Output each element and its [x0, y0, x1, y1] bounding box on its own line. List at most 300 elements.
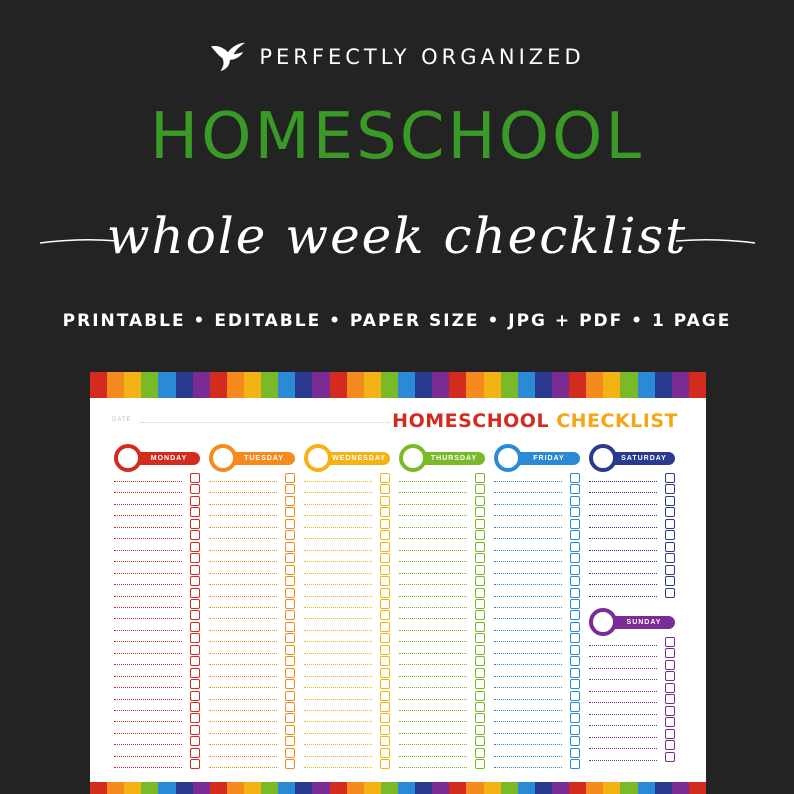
task-line[interactable] — [399, 664, 467, 665]
task-checkbox[interactable] — [475, 484, 485, 494]
task-line[interactable] — [304, 492, 372, 493]
task-line[interactable] — [304, 767, 372, 768]
task-checkbox[interactable] — [570, 725, 580, 735]
task-line[interactable] — [589, 645, 657, 646]
task-checkbox[interactable] — [380, 633, 390, 643]
task-line[interactable] — [209, 561, 277, 562]
task-line[interactable] — [589, 596, 657, 597]
task-checkbox[interactable] — [665, 671, 675, 681]
task-checkbox[interactable] — [475, 702, 485, 712]
task-checkbox[interactable] — [190, 565, 200, 575]
task-line[interactable] — [209, 710, 277, 711]
task-line[interactable] — [589, 573, 657, 574]
task-line[interactable] — [494, 756, 562, 757]
task-checkbox[interactable] — [665, 565, 675, 575]
task-checkbox[interactable] — [190, 759, 200, 769]
task-line[interactable] — [589, 561, 657, 562]
task-line[interactable] — [589, 492, 657, 493]
task-line[interactable] — [399, 687, 467, 688]
task-line[interactable] — [209, 744, 277, 745]
task-line[interactable] — [304, 710, 372, 711]
task-checkbox[interactable] — [475, 725, 485, 735]
task-checkbox[interactable] — [570, 530, 580, 540]
task-checkbox[interactable] — [285, 679, 295, 689]
task-line[interactable] — [399, 538, 467, 539]
task-line[interactable] — [494, 538, 562, 539]
task-line[interactable] — [399, 641, 467, 642]
task-line[interactable] — [494, 676, 562, 677]
task-checkbox[interactable] — [475, 542, 485, 552]
task-line[interactable] — [209, 584, 277, 585]
task-line[interactable] — [209, 733, 277, 734]
task-checkbox[interactable] — [475, 530, 485, 540]
task-checkbox[interactable] — [475, 679, 485, 689]
task-checkbox[interactable] — [665, 507, 675, 517]
task-line[interactable] — [114, 618, 182, 619]
task-checkbox[interactable] — [475, 565, 485, 575]
task-line[interactable] — [209, 481, 277, 482]
task-checkbox[interactable] — [285, 759, 295, 769]
task-checkbox[interactable] — [190, 507, 200, 517]
task-checkbox[interactable] — [285, 599, 295, 609]
task-checkbox[interactable] — [285, 484, 295, 494]
task-checkbox[interactable] — [570, 736, 580, 746]
task-line[interactable] — [114, 607, 182, 608]
task-line[interactable] — [114, 687, 182, 688]
task-checkbox[interactable] — [570, 759, 580, 769]
task-line[interactable] — [399, 504, 467, 505]
task-line[interactable] — [589, 679, 657, 680]
task-line[interactable] — [304, 676, 372, 677]
task-line[interactable] — [589, 656, 657, 657]
task-checkbox[interactable] — [665, 519, 675, 529]
task-checkbox[interactable] — [570, 713, 580, 723]
task-checkbox[interactable] — [285, 519, 295, 529]
task-checkbox[interactable] — [190, 748, 200, 758]
task-checkbox[interactable] — [570, 484, 580, 494]
task-checkbox[interactable] — [285, 588, 295, 598]
task-line[interactable] — [209, 504, 277, 505]
task-checkbox[interactable] — [380, 599, 390, 609]
task-checkbox[interactable] — [285, 713, 295, 723]
task-checkbox[interactable] — [190, 599, 200, 609]
task-line[interactable] — [304, 561, 372, 562]
task-checkbox[interactable] — [570, 496, 580, 506]
task-checkbox[interactable] — [665, 752, 675, 762]
task-line[interactable] — [589, 691, 657, 692]
task-line[interactable] — [114, 699, 182, 700]
task-line[interactable] — [399, 481, 467, 482]
task-line[interactable] — [494, 664, 562, 665]
task-checkbox[interactable] — [285, 507, 295, 517]
task-checkbox[interactable] — [380, 484, 390, 494]
task-line[interactable] — [304, 618, 372, 619]
task-line[interactable] — [399, 584, 467, 585]
task-checkbox[interactable] — [190, 668, 200, 678]
task-checkbox[interactable] — [665, 473, 675, 483]
task-line[interactable] — [304, 584, 372, 585]
task-line[interactable] — [399, 676, 467, 677]
task-line[interactable] — [589, 725, 657, 726]
task-checkbox[interactable] — [475, 736, 485, 746]
task-checkbox[interactable] — [380, 553, 390, 563]
task-line[interactable] — [494, 596, 562, 597]
task-line[interactable] — [399, 492, 467, 493]
task-line[interactable] — [399, 527, 467, 528]
task-line[interactable] — [209, 756, 277, 757]
task-checkbox[interactable] — [380, 576, 390, 586]
task-checkbox[interactable] — [665, 648, 675, 658]
task-line[interactable] — [114, 733, 182, 734]
task-line[interactable] — [399, 767, 467, 768]
task-checkbox[interactable] — [285, 496, 295, 506]
task-line[interactable] — [494, 653, 562, 654]
task-checkbox[interactable] — [570, 656, 580, 666]
task-checkbox[interactable] — [380, 473, 390, 483]
task-checkbox[interactable] — [380, 496, 390, 506]
task-checkbox[interactable] — [665, 542, 675, 552]
task-line[interactable] — [304, 573, 372, 574]
task-checkbox[interactable] — [380, 588, 390, 598]
task-checkbox[interactable] — [665, 496, 675, 506]
task-line[interactable] — [589, 515, 657, 516]
task-checkbox[interactable] — [190, 656, 200, 666]
task-line[interactable] — [589, 527, 657, 528]
task-line[interactable] — [114, 744, 182, 745]
task-checkbox[interactable] — [285, 656, 295, 666]
task-checkbox[interactable] — [570, 588, 580, 598]
task-checkbox[interactable] — [190, 588, 200, 598]
task-line[interactable] — [114, 492, 182, 493]
task-checkbox[interactable] — [570, 668, 580, 678]
task-line[interactable] — [494, 630, 562, 631]
task-line[interactable] — [494, 561, 562, 562]
task-checkbox[interactable] — [380, 519, 390, 529]
task-line[interactable] — [114, 550, 182, 551]
task-line[interactable] — [589, 714, 657, 715]
task-line[interactable] — [304, 596, 372, 597]
task-checkbox[interactable] — [380, 736, 390, 746]
task-line[interactable] — [494, 504, 562, 505]
task-checkbox[interactable] — [475, 519, 485, 529]
task-line[interactable] — [304, 721, 372, 722]
task-checkbox[interactable] — [380, 542, 390, 552]
task-checkbox[interactable] — [665, 706, 675, 716]
task-checkbox[interactable] — [285, 542, 295, 552]
task-line[interactable] — [209, 641, 277, 642]
task-checkbox[interactable] — [665, 740, 675, 750]
task-checkbox[interactable] — [570, 599, 580, 609]
task-checkbox[interactable] — [190, 473, 200, 483]
task-checkbox[interactable] — [475, 668, 485, 678]
task-line[interactable] — [304, 733, 372, 734]
task-line[interactable] — [209, 607, 277, 608]
task-checkbox[interactable] — [665, 530, 675, 540]
task-checkbox[interactable] — [190, 645, 200, 655]
task-checkbox[interactable] — [285, 622, 295, 632]
task-checkbox[interactable] — [570, 610, 580, 620]
task-checkbox[interactable] — [285, 565, 295, 575]
task-line[interactable] — [589, 668, 657, 669]
task-checkbox[interactable] — [570, 519, 580, 529]
task-checkbox[interactable] — [475, 588, 485, 598]
task-line[interactable] — [399, 756, 467, 757]
task-line[interactable] — [304, 653, 372, 654]
task-line[interactable] — [114, 767, 182, 768]
task-checkbox[interactable] — [665, 729, 675, 739]
task-line[interactable] — [494, 744, 562, 745]
task-checkbox[interactable] — [475, 748, 485, 758]
task-line[interactable] — [209, 596, 277, 597]
task-line[interactable] — [494, 492, 562, 493]
task-checkbox[interactable] — [190, 622, 200, 632]
task-line[interactable] — [399, 733, 467, 734]
task-line[interactable] — [494, 618, 562, 619]
task-checkbox[interactable] — [665, 576, 675, 586]
task-checkbox[interactable] — [380, 610, 390, 620]
task-checkbox[interactable] — [475, 496, 485, 506]
task-checkbox[interactable] — [380, 713, 390, 723]
task-line[interactable] — [494, 550, 562, 551]
task-line[interactable] — [589, 504, 657, 505]
task-checkbox[interactable] — [475, 713, 485, 723]
task-line[interactable] — [209, 515, 277, 516]
task-checkbox[interactable] — [190, 691, 200, 701]
task-line[interactable] — [209, 767, 277, 768]
task-line[interactable] — [209, 653, 277, 654]
task-line[interactable] — [399, 744, 467, 745]
task-line[interactable] — [209, 664, 277, 665]
task-line[interactable] — [589, 737, 657, 738]
task-line[interactable] — [304, 504, 372, 505]
task-line[interactable] — [304, 744, 372, 745]
task-line[interactable] — [114, 481, 182, 482]
task-checkbox[interactable] — [570, 565, 580, 575]
task-checkbox[interactable] — [380, 702, 390, 712]
task-line[interactable] — [304, 607, 372, 608]
task-line[interactable] — [494, 767, 562, 768]
task-checkbox[interactable] — [570, 748, 580, 758]
task-checkbox[interactable] — [285, 553, 295, 563]
task-line[interactable] — [209, 492, 277, 493]
task-checkbox[interactable] — [190, 484, 200, 494]
task-checkbox[interactable] — [380, 748, 390, 758]
task-line[interactable] — [494, 710, 562, 711]
task-line[interactable] — [399, 561, 467, 562]
task-checkbox[interactable] — [475, 473, 485, 483]
task-checkbox[interactable] — [285, 748, 295, 758]
task-checkbox[interactable] — [665, 553, 675, 563]
task-checkbox[interactable] — [665, 484, 675, 494]
task-checkbox[interactable] — [570, 553, 580, 563]
task-checkbox[interactable] — [475, 576, 485, 586]
task-checkbox[interactable] — [380, 691, 390, 701]
task-line[interactable] — [114, 527, 182, 528]
task-line[interactable] — [209, 721, 277, 722]
task-line[interactable] — [494, 687, 562, 688]
task-line[interactable] — [589, 481, 657, 482]
task-checkbox[interactable] — [190, 530, 200, 540]
task-line[interactable] — [399, 699, 467, 700]
task-line[interactable] — [114, 504, 182, 505]
task-line[interactable] — [209, 687, 277, 688]
task-line[interactable] — [494, 733, 562, 734]
task-line[interactable] — [114, 641, 182, 642]
task-line[interactable] — [399, 721, 467, 722]
task-line[interactable] — [304, 527, 372, 528]
task-checkbox[interactable] — [665, 660, 675, 670]
task-checkbox[interactable] — [285, 633, 295, 643]
task-line[interactable] — [114, 710, 182, 711]
task-checkbox[interactable] — [665, 683, 675, 693]
task-checkbox[interactable] — [190, 725, 200, 735]
task-line[interactable] — [304, 630, 372, 631]
task-checkbox[interactable] — [190, 553, 200, 563]
task-line[interactable] — [589, 550, 657, 551]
task-checkbox[interactable] — [380, 507, 390, 517]
task-line[interactable] — [304, 664, 372, 665]
task-line[interactable] — [494, 721, 562, 722]
task-line[interactable] — [399, 618, 467, 619]
task-line[interactable] — [114, 664, 182, 665]
task-line[interactable] — [494, 607, 562, 608]
task-checkbox[interactable] — [190, 702, 200, 712]
task-line[interactable] — [494, 573, 562, 574]
task-line[interactable] — [304, 699, 372, 700]
task-line[interactable] — [209, 550, 277, 551]
task-line[interactable] — [399, 710, 467, 711]
task-line[interactable] — [304, 641, 372, 642]
task-line[interactable] — [114, 561, 182, 562]
task-checkbox[interactable] — [570, 679, 580, 689]
task-line[interactable] — [114, 630, 182, 631]
task-line[interactable] — [589, 760, 657, 761]
task-line[interactable] — [494, 699, 562, 700]
task-line[interactable] — [304, 550, 372, 551]
task-checkbox[interactable] — [380, 679, 390, 689]
task-checkbox[interactable] — [380, 656, 390, 666]
task-line[interactable] — [494, 527, 562, 528]
task-checkbox[interactable] — [475, 610, 485, 620]
task-line[interactable] — [399, 653, 467, 654]
task-checkbox[interactable] — [190, 542, 200, 552]
task-line[interactable] — [114, 756, 182, 757]
task-line[interactable] — [114, 721, 182, 722]
task-checkbox[interactable] — [475, 633, 485, 643]
task-checkbox[interactable] — [570, 507, 580, 517]
task-checkbox[interactable] — [190, 610, 200, 620]
task-checkbox[interactable] — [570, 645, 580, 655]
task-line[interactable] — [589, 538, 657, 539]
task-checkbox[interactable] — [570, 473, 580, 483]
task-checkbox[interactable] — [190, 576, 200, 586]
task-checkbox[interactable] — [285, 473, 295, 483]
task-checkbox[interactable] — [570, 576, 580, 586]
task-checkbox[interactable] — [665, 637, 675, 647]
task-checkbox[interactable] — [285, 576, 295, 586]
task-checkbox[interactable] — [190, 679, 200, 689]
task-line[interactable] — [114, 584, 182, 585]
task-line[interactable] — [304, 481, 372, 482]
task-line[interactable] — [589, 584, 657, 585]
task-line[interactable] — [304, 515, 372, 516]
task-checkbox[interactable] — [380, 565, 390, 575]
task-line[interactable] — [114, 596, 182, 597]
task-line[interactable] — [114, 573, 182, 574]
task-line[interactable] — [399, 550, 467, 551]
task-checkbox[interactable] — [475, 645, 485, 655]
task-line[interactable] — [494, 584, 562, 585]
task-checkbox[interactable] — [190, 519, 200, 529]
task-checkbox[interactable] — [190, 713, 200, 723]
task-line[interactable] — [304, 538, 372, 539]
task-line[interactable] — [114, 515, 182, 516]
task-line[interactable] — [494, 641, 562, 642]
task-line[interactable] — [209, 630, 277, 631]
task-checkbox[interactable] — [285, 610, 295, 620]
task-line[interactable] — [209, 676, 277, 677]
task-line[interactable] — [304, 687, 372, 688]
task-line[interactable] — [494, 515, 562, 516]
task-checkbox[interactable] — [570, 622, 580, 632]
task-line[interactable] — [399, 515, 467, 516]
task-checkbox[interactable] — [475, 656, 485, 666]
task-line[interactable] — [399, 596, 467, 597]
task-checkbox[interactable] — [285, 691, 295, 701]
task-checkbox[interactable] — [190, 736, 200, 746]
task-checkbox[interactable] — [190, 496, 200, 506]
task-checkbox[interactable] — [285, 725, 295, 735]
task-line[interactable] — [114, 653, 182, 654]
task-line[interactable] — [114, 538, 182, 539]
task-checkbox[interactable] — [570, 542, 580, 552]
task-line[interactable] — [399, 573, 467, 574]
task-checkbox[interactable] — [475, 553, 485, 563]
task-checkbox[interactable] — [475, 622, 485, 632]
task-line[interactable] — [304, 756, 372, 757]
task-line[interactable] — [209, 527, 277, 528]
task-line[interactable] — [399, 607, 467, 608]
task-checkbox[interactable] — [380, 645, 390, 655]
task-line[interactable] — [209, 618, 277, 619]
task-checkbox[interactable] — [475, 507, 485, 517]
task-line[interactable] — [209, 538, 277, 539]
task-checkbox[interactable] — [285, 736, 295, 746]
task-checkbox[interactable] — [665, 588, 675, 598]
task-line[interactable] — [399, 630, 467, 631]
task-checkbox[interactable] — [380, 530, 390, 540]
task-checkbox[interactable] — [475, 759, 485, 769]
task-checkbox[interactable] — [380, 622, 390, 632]
task-checkbox[interactable] — [380, 759, 390, 769]
task-line[interactable] — [114, 676, 182, 677]
task-checkbox[interactable] — [380, 668, 390, 678]
task-checkbox[interactable] — [570, 633, 580, 643]
task-checkbox[interactable] — [665, 717, 675, 727]
task-checkbox[interactable] — [570, 702, 580, 712]
task-line[interactable] — [209, 699, 277, 700]
task-line[interactable] — [209, 573, 277, 574]
task-checkbox[interactable] — [285, 668, 295, 678]
task-checkbox[interactable] — [380, 725, 390, 735]
task-checkbox[interactable] — [570, 691, 580, 701]
task-line[interactable] — [589, 748, 657, 749]
task-checkbox[interactable] — [665, 694, 675, 704]
task-checkbox[interactable] — [285, 530, 295, 540]
task-line[interactable] — [494, 481, 562, 482]
task-checkbox[interactable] — [285, 645, 295, 655]
task-checkbox[interactable] — [190, 633, 200, 643]
